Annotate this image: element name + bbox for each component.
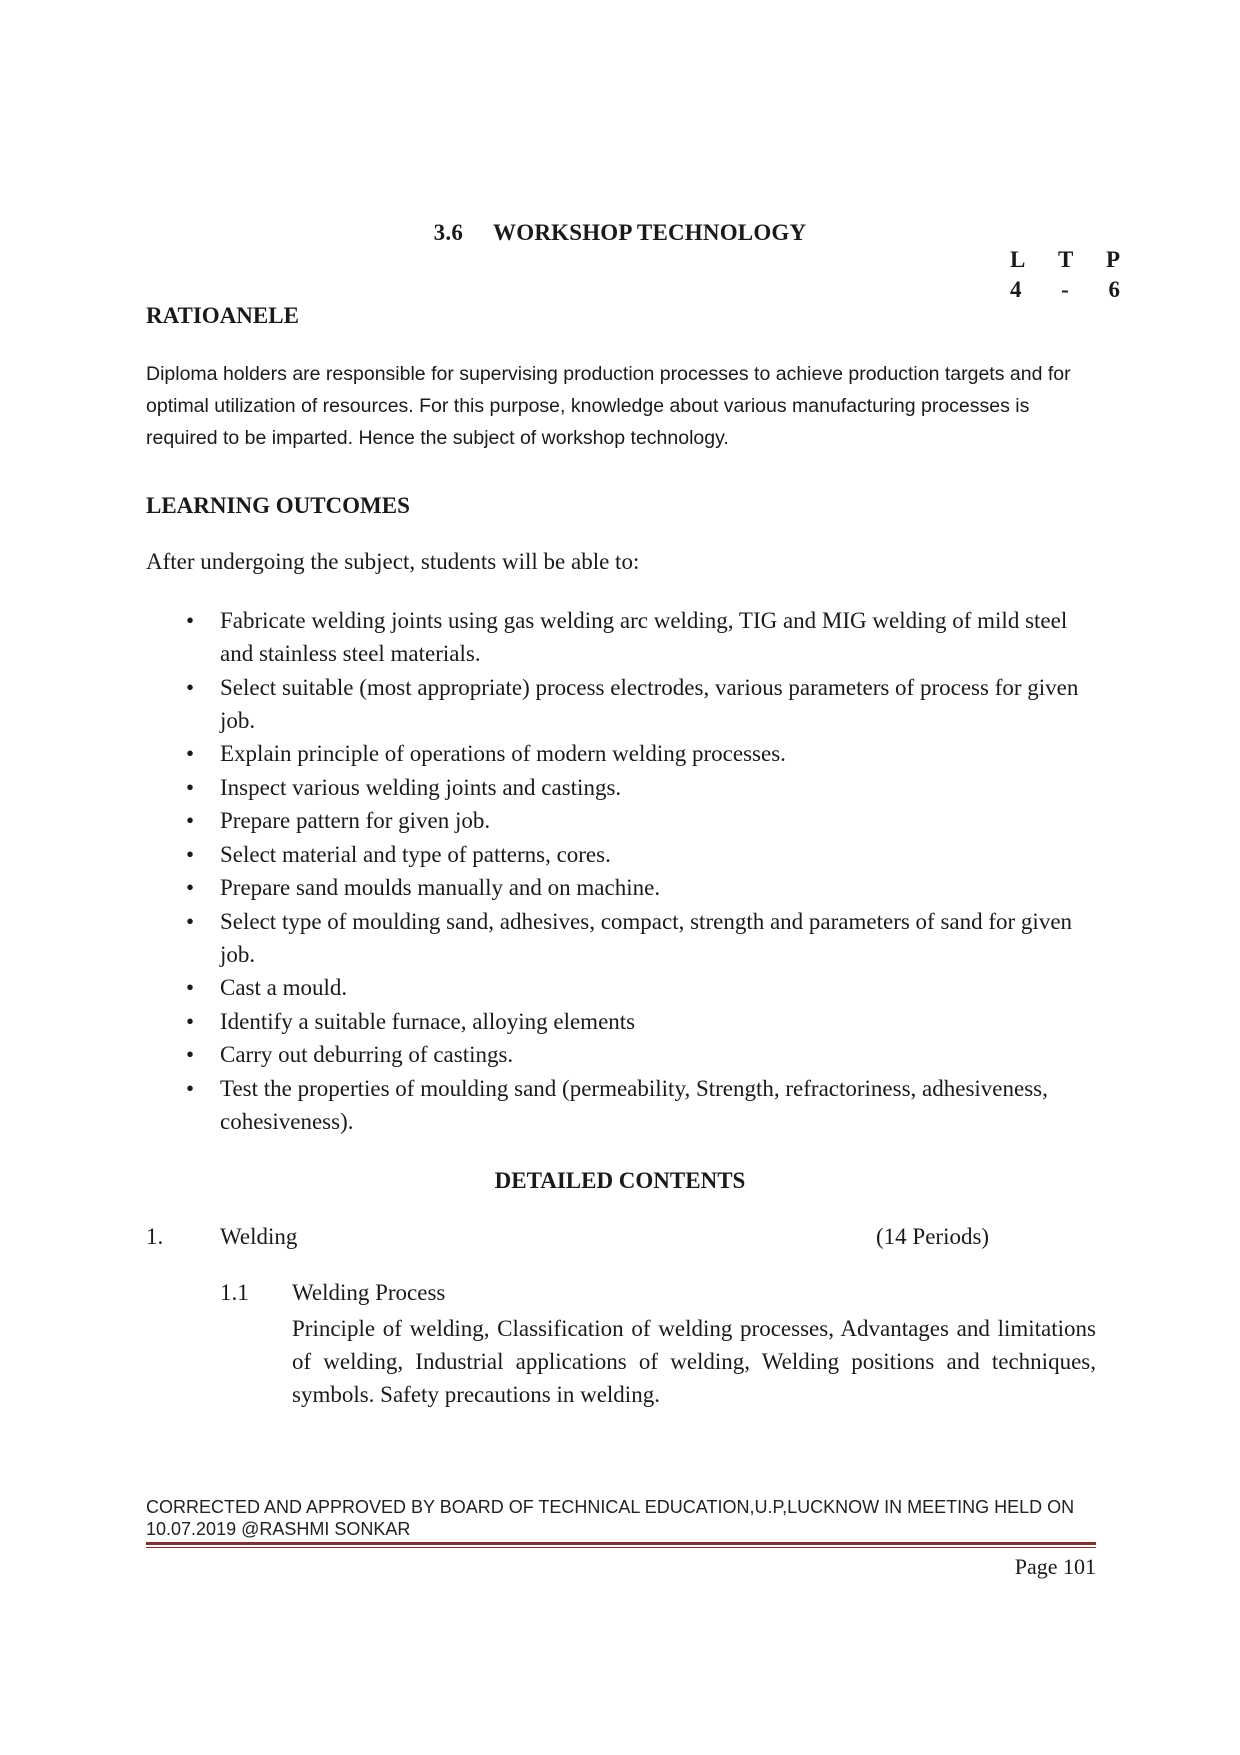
ltp-value-t: - xyxy=(1061,277,1069,302)
list-item-text: Inspect various welding joints and castings. xyxy=(220,774,622,800)
list-item-text: Fabricate welding joints using gas welding arc welding, TIG and MIG welding of mild steel and stainless steel materials. xyxy=(220,608,1068,666)
unit-periods: (14 Periods) xyxy=(876,1224,990,1249)
list-item xyxy=(146,871,1106,904)
unit-name: Welding xyxy=(220,1224,298,1249)
list-item-text: Prepare pattern for given job. xyxy=(220,808,491,833)
ltp-value-p: 6 xyxy=(1108,277,1120,302)
list-item-text: Explain principle of operations of modern welding processes. xyxy=(220,741,786,766)
footer-rule-thin xyxy=(146,1547,1096,1548)
bullet-icon: • xyxy=(186,741,195,766)
bullet-icon: • xyxy=(186,875,195,900)
bullet-icon: • xyxy=(186,908,195,934)
list-item xyxy=(146,971,1106,1004)
footer-rule-thick xyxy=(146,1542,1096,1545)
page-number: Page 101 xyxy=(1014,1554,1096,1579)
unit-number: 1. xyxy=(146,1224,164,1249)
list-item xyxy=(146,1038,1106,1071)
list-item xyxy=(146,737,1106,770)
learning-outcomes-list xyxy=(146,604,1106,1138)
subsection-body: Principle of welding, Classification of welding processes, Advantages and limitations of welding, Industrial applications of welding, Welding positions and techniques, symbols. Safety precautions in welding. xyxy=(292,1316,1096,1407)
bullet-icon: • xyxy=(186,1008,195,1034)
ltp-values-row xyxy=(1010,277,1120,307)
bullet-icon: • xyxy=(186,1042,195,1067)
section-title-text: WORKSHOP TECHNOLOGY xyxy=(493,220,807,245)
bullet-icon: • xyxy=(186,774,195,800)
list-item-text: Identify a suitable furnace, alloying elements xyxy=(220,1008,636,1034)
ltp-value-l: 4 xyxy=(1010,277,1022,302)
bullet-icon: • xyxy=(186,1075,195,1101)
bullet-icon: • xyxy=(186,841,195,867)
list-item xyxy=(146,1005,1106,1038)
bullet-icon: • xyxy=(186,808,195,833)
approval-note-line1: CORRECTED AND APPROVED BY BOARD OF TECHNICAL EDUCATION,U.P,LUCKNOW IN MEETING HELD ON xyxy=(146,1497,1075,1517)
list-item xyxy=(146,671,1106,737)
ltp-letter-p: P xyxy=(1105,247,1120,272)
list-item-text: Select suitable (most appropriate) process electrodes, various parameters of process for given job. xyxy=(220,674,1079,733)
list-item xyxy=(146,604,1106,670)
learning-outcomes-heading: LEARNING OUTCOMES xyxy=(146,493,410,518)
list-item xyxy=(146,905,1106,971)
rationale-paragraph: Diploma holders are responsible for supervising production processes to achieve production targets and for optimal utilization of resources. For this purpose, knowledge about various manufacturing processes is required to be imparted. Hence the subject of workshop technology. xyxy=(146,363,1071,449)
detailed-contents-heading: DETAILED CONTENTS xyxy=(494,1168,746,1193)
ltp-letters-row xyxy=(1010,247,1120,277)
subsection-number: 1.1 xyxy=(220,1280,249,1305)
ltp-letter-t: T xyxy=(1057,247,1074,272)
list-item xyxy=(146,838,1106,871)
list-item-text: Test the properties of moulding sand (permeability, Strength, refractoriness, adhesiveness, cohesiveness). xyxy=(220,1075,1048,1134)
approval-note-line2: 10.07.2019 @RASHMI SONKAR xyxy=(146,1519,411,1539)
section-title xyxy=(0,220,1240,246)
list-item xyxy=(146,1072,1106,1138)
list-item-text: Carry out deburring of castings. xyxy=(220,1042,514,1067)
subsection-title: Welding Process xyxy=(292,1280,446,1305)
approval-note xyxy=(146,1496,1106,1540)
ltp-letter-l: L xyxy=(1010,247,1026,272)
list-item xyxy=(146,771,1106,804)
bullet-icon: • xyxy=(186,674,195,700)
ltp-block xyxy=(1010,247,1120,307)
rationale-heading: RATIOANELE xyxy=(146,303,299,328)
bullet-icon: • xyxy=(186,608,195,633)
list-item-text: Prepare sand moulds manually and on machine. xyxy=(220,875,661,900)
learning-outcomes-intro: After undergoing the subject, students will be able to: xyxy=(146,549,640,574)
list-item-text: Select material and type of patterns, cores. xyxy=(220,841,611,867)
bullet-icon: • xyxy=(186,975,195,1000)
list-item-text: Cast a mould. xyxy=(220,975,348,1000)
list-item xyxy=(146,804,1106,837)
list-item-text: Select type of moulding sand, adhesives, compact, strength and parameters of sand for given job. xyxy=(220,908,1073,967)
section-number: 3.6 xyxy=(433,220,464,245)
